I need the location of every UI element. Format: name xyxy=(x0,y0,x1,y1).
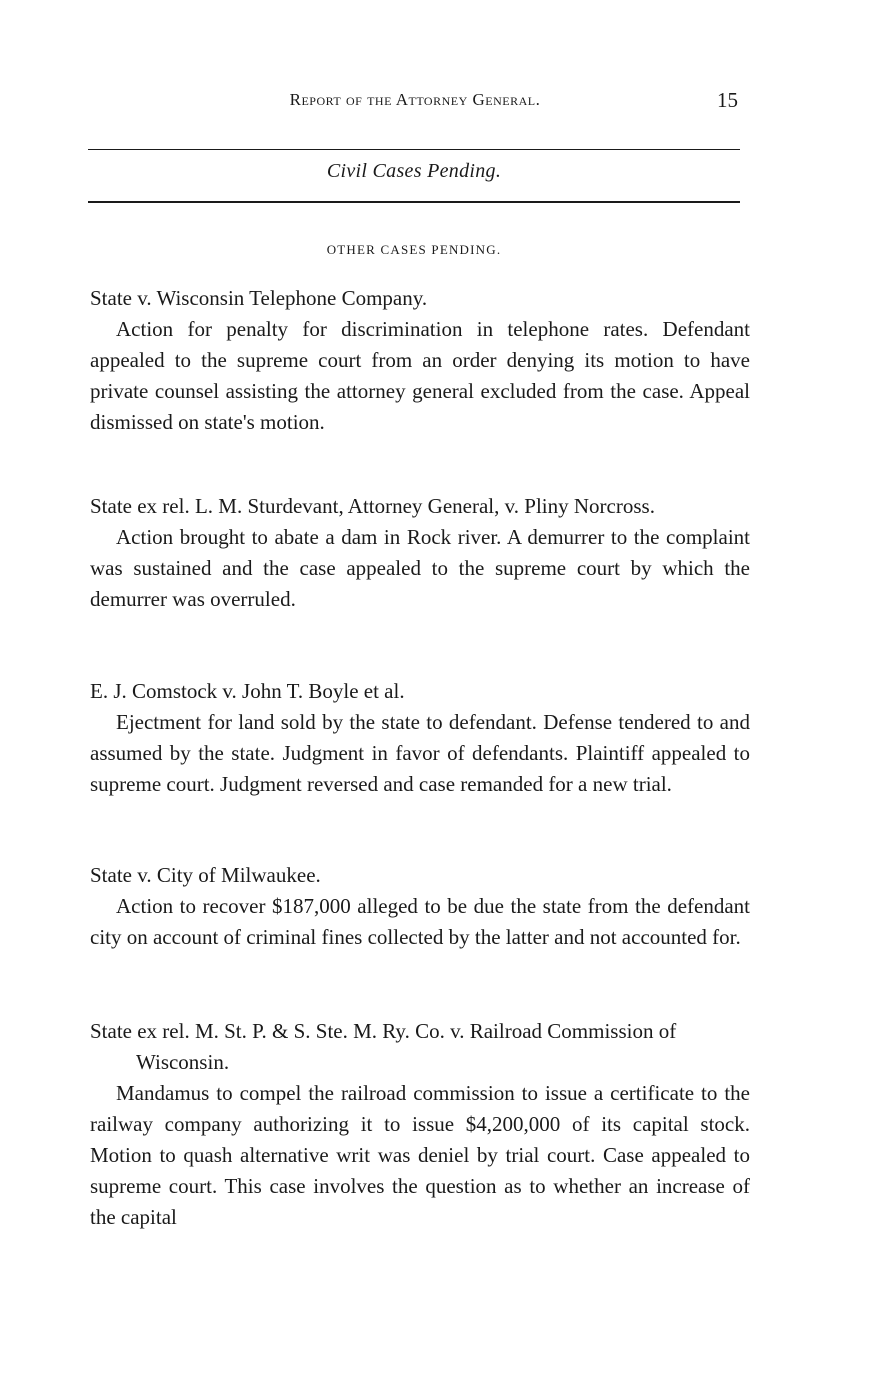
page-header xyxy=(90,88,740,118)
case-body: Action for penalty for discrimination in telephone rates. Defendant appealed to the supreme court from an order denying its motion to have private counsel assisting the attorney general excluded from the case. Appeal dismissed on state's motion. xyxy=(90,317,750,434)
case-entry xyxy=(90,1016,750,1233)
page-number: 15 xyxy=(717,88,738,112)
case-body: Action to recover $187,000 alleged to be due the state from the defendant city on account of criminal fines collected by the latter and not accounted for. xyxy=(90,894,750,949)
section-title: Civil Cases Pending. xyxy=(326,160,502,182)
case-body: Action brought to abate a dam in Rock river. A demurrer to the complaint was sustained and the case appealed to the supreme court by which the demurrer was overruled. xyxy=(90,525,750,611)
header-rule-bottom xyxy=(88,201,740,203)
case-entry xyxy=(90,491,750,615)
header-rule-top xyxy=(88,149,740,150)
case-title: State ex rel. L. M. Sturdevant, Attorney General, v. Pliny Norcross. xyxy=(90,494,655,518)
case-body: Ejectment for land sold by the state to defendant. Defense tendered to and assumed by the state. Judgment in favor of defendants. Plaintiff appealed to supreme court. Judgment reversed and case remanded for a new trial. xyxy=(90,710,750,796)
case-title: E. J. Comstock v. John T. Boyle et al. xyxy=(90,679,405,703)
case-body: Mandamus to compel the railroad commission to issue a certificate to the railway company authorizing it to issue $4,200,000 of its capital stock. Motion to quash alternative writ was deniel by trial court. Case appealed to supreme court. This case involves the question as to whether an increase of the capital xyxy=(90,1081,750,1229)
case-title: State ex rel. M. St. P. & S. Ste. M. Ry. Co. v. Railroad Commission of Wisconsin. xyxy=(90,1019,677,1074)
case-entry xyxy=(90,676,750,800)
subheading: OTHER CASES PENDING. xyxy=(326,242,502,257)
case-entry xyxy=(90,860,750,953)
case-entry xyxy=(90,283,750,438)
case-title: State v. Wisconsin Telephone Company. xyxy=(90,286,428,310)
case-title: State v. City of Milwaukee. xyxy=(90,863,321,887)
running-head: Report of the Attorney General. xyxy=(289,90,541,109)
